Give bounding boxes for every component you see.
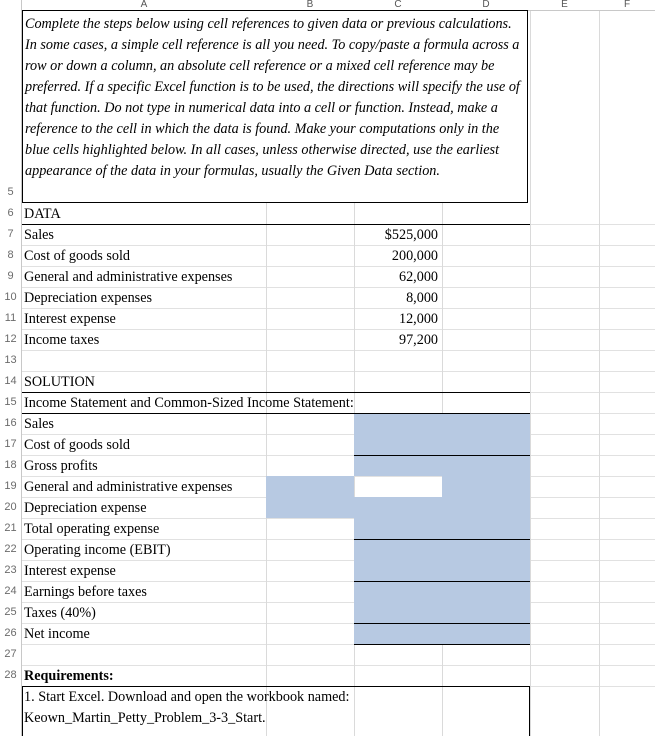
row-number[interactable]: 27: [4, 648, 17, 660]
row-number[interactable]: 24: [4, 585, 17, 597]
input-cell-D22[interactable]: [442, 539, 530, 560]
row-number[interactable]: 10: [4, 291, 17, 303]
input-cell-D23[interactable]: [442, 560, 530, 581]
data-value-sales[interactable]: $525,000: [384, 227, 438, 243]
input-cell-D20[interactable]: [442, 497, 530, 518]
requirements-title[interactable]: Requirements:: [24, 668, 114, 684]
solution-subheader-border: [22, 413, 530, 414]
data-value-interest[interactable]: 12,000: [398, 311, 438, 327]
input-cell-C17[interactable]: [354, 434, 442, 455]
data-label-interest[interactable]: Interest expense: [24, 311, 116, 327]
column-header-A[interactable]: A: [22, 0, 266, 11]
input-cell-D25[interactable]: [442, 602, 530, 623]
input-cell-D24[interactable]: [442, 581, 530, 602]
input-cell-C23[interactable]: [354, 560, 442, 581]
input-cell-B20[interactable]: [266, 497, 354, 518]
column-header-D[interactable]: D: [442, 0, 530, 11]
input-cell-C24[interactable]: [354, 581, 442, 602]
input-cell-C20[interactable]: [354, 497, 442, 518]
data-label-sales[interactable]: Sales: [24, 227, 54, 243]
requirements-line-1: 1. Start Excel. Download and open the workbook named:: [24, 689, 350, 705]
row-number[interactable]: 21: [4, 522, 17, 534]
row-number[interactable]: 11: [4, 312, 17, 324]
row-number[interactable]: 16: [4, 417, 17, 429]
requirements-line-2: Keown_Martin_Petty_Problem_3-3_Start.: [24, 710, 266, 726]
data-label-cogs[interactable]: Cost of goods sold: [24, 248, 131, 264]
solution-label[interactable]: Sales: [24, 416, 54, 432]
solution-title[interactable]: SOLUTION: [24, 374, 95, 390]
input-cell-C22[interactable]: [354, 539, 442, 560]
row-number[interactable]: 26: [4, 627, 17, 639]
input-cell-B19[interactable]: [266, 476, 354, 497]
row-number[interactable]: 6: [7, 207, 14, 219]
solution-label[interactable]: Interest expense: [24, 563, 116, 579]
row-number[interactable]: 7: [7, 228, 14, 240]
data-label-ga[interactable]: General and administrative expenses: [24, 269, 233, 285]
row-number[interactable]: 28: [4, 669, 17, 681]
solution-label[interactable]: General and administrative expenses: [24, 479, 233, 495]
row-number[interactable]: 5: [7, 186, 14, 198]
row-number[interactable]: 9: [7, 270, 14, 282]
data-title[interactable]: DATA: [24, 206, 61, 222]
row-number[interactable]: 25: [4, 606, 17, 618]
row-number[interactable]: 17: [4, 438, 17, 450]
row-number[interactable]: 8: [7, 249, 14, 261]
input-cell-C18[interactable]: [354, 455, 442, 476]
input-cell-D19[interactable]: [442, 476, 530, 497]
row-number[interactable]: 14: [4, 375, 17, 387]
requirements-box-left: [22, 686, 23, 736]
data-value-ga[interactable]: 62,000: [398, 269, 438, 285]
row-number[interactable]: 12: [4, 333, 17, 345]
input-cell-D26[interactable]: [442, 623, 530, 644]
row-number[interactable]: 15: [4, 396, 17, 408]
solution-label[interactable]: Operating income (EBIT): [24, 542, 171, 558]
solution-label[interactable]: Taxes (40%): [24, 605, 96, 621]
row-header-column: [0, 0, 22, 736]
solution-label[interactable]: Depreciation expense: [24, 500, 147, 516]
requirements-box-right: [529, 686, 530, 736]
column-header-B[interactable]: B: [266, 0, 354, 11]
solution-label[interactable]: Earnings before taxes: [24, 584, 147, 600]
data-header-border: [22, 224, 530, 225]
input-cell-D17[interactable]: [442, 434, 530, 455]
input-cell-C25[interactable]: [354, 602, 442, 623]
input-cell-C26[interactable]: [354, 623, 442, 644]
input-cell-C16[interactable]: [354, 413, 442, 434]
solution-label[interactable]: Cost of goods sold: [24, 437, 131, 453]
row-number[interactable]: 18: [4, 459, 17, 471]
column-header-C[interactable]: C: [354, 0, 442, 11]
row-number[interactable]: 20: [4, 501, 17, 513]
column-header-F[interactable]: F: [599, 0, 655, 11]
input-cell-D21[interactable]: [442, 518, 530, 539]
data-label-depreciation[interactable]: Depreciation expenses: [24, 290, 153, 306]
row-number[interactable]: 19: [4, 480, 17, 492]
input-cell-D16[interactable]: [442, 413, 530, 434]
input-cell-D18[interactable]: [442, 455, 530, 476]
data-value-depreciation[interactable]: 8,000: [406, 290, 438, 306]
solution-label[interactable]: Gross profits: [24, 458, 98, 474]
solution-label[interactable]: Net income: [24, 626, 90, 642]
row-number[interactable]: 13: [4, 354, 17, 366]
solution-subtitle[interactable]: Income Statement and Common-Sized Income Statement:: [24, 395, 354, 411]
input-cell-C21[interactable]: [354, 518, 442, 539]
row-number[interactable]: 23: [4, 564, 17, 576]
data-label-taxes[interactable]: Income taxes: [24, 332, 100, 348]
data-value-cogs[interactable]: 200,000: [391, 248, 438, 264]
solution-label[interactable]: Total operating expense: [24, 521, 160, 537]
instructions-text[interactable]: Complete the steps below using cell references to given data or previous calculations. In some cases, a simple cell reference is all you need. To copy/paste a formula across a row or down a column, an absolute cell reference or a mixed cell reference may be preferred. If a specific Excel function is to be used, the directions will specify the use of that function. Do not type in numerical data into a cell or function. Instead, make a reference to the cell in which the data is found. Make your computations only in the blue cells highlighted below. In all cases, unless otherwise directed, use the earliest appearance of the data in your formulas, usually the Given Data section.: [22, 10, 528, 203]
row-number[interactable]: 22: [4, 543, 17, 555]
data-value-taxes[interactable]: 97,200: [398, 332, 438, 348]
column-header-E[interactable]: E: [530, 0, 599, 11]
